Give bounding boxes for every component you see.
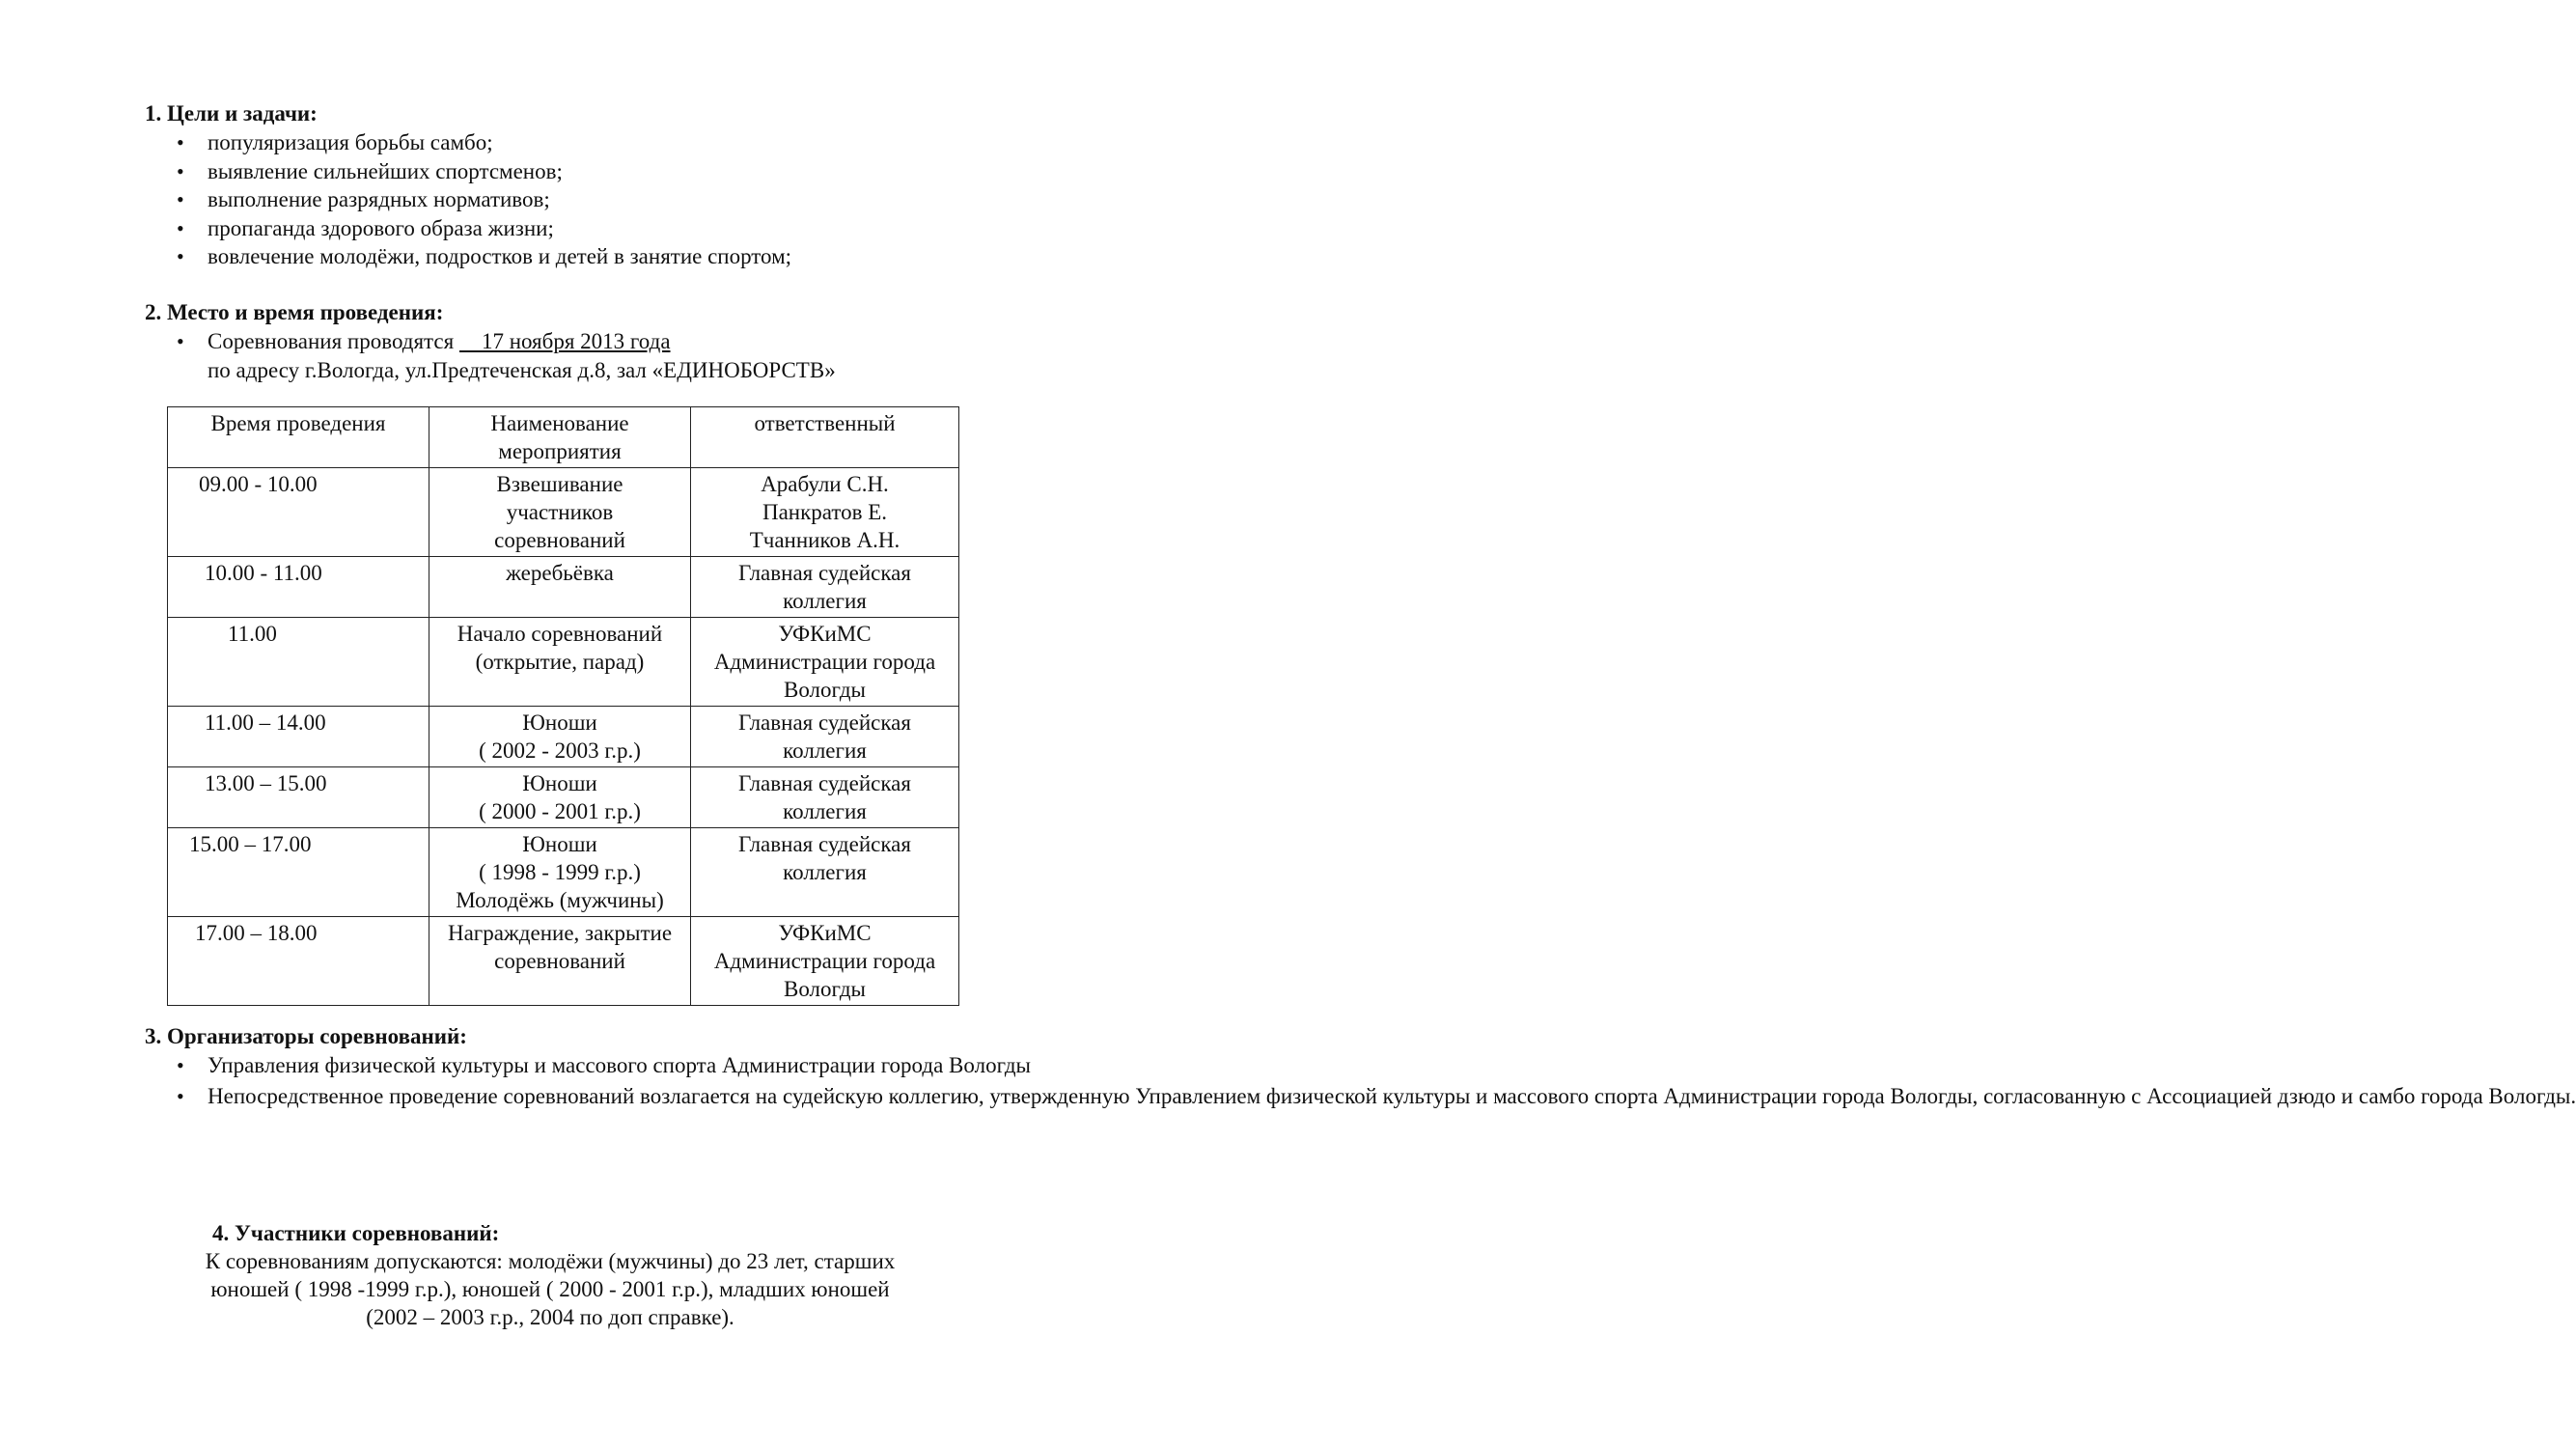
goals-list xyxy=(177,128,791,271)
event-date: 17 ноября 2013 года xyxy=(458,329,671,353)
row-event: Взвешивание участников соревнований xyxy=(429,468,691,557)
row-responsible: УФКиМС Администрации города Вологды xyxy=(691,917,959,1006)
header-responsible: ответственный xyxy=(691,407,959,468)
row-event: Юноши ( 1998 - 1999 г.р.) Молодёжь (мужчины) xyxy=(429,828,691,917)
table-header-row xyxy=(168,407,959,468)
row-time: 11.00 – 14.00 xyxy=(205,710,326,735)
row-event: жеребьёвка xyxy=(429,557,691,618)
table-row xyxy=(168,557,959,618)
table-row xyxy=(168,917,959,1006)
row-time: 15.00 – 17.00 xyxy=(189,832,312,856)
row-responsible: УФКиМС Администрации города Вологды xyxy=(691,618,959,707)
table-row xyxy=(168,468,959,557)
venue-address: по адресу г.Вологда, ул.Предтеченская д.8, зал «ЕДИНОБОРСТВ» xyxy=(208,357,836,382)
row-responsible: Главная судейская коллегия xyxy=(691,767,959,828)
header-time: Время проведения xyxy=(168,407,429,468)
row-time: 10.00 - 11.00 xyxy=(205,561,322,585)
section-2-title: 2. Место и время проведения: xyxy=(145,300,444,324)
section-3-title: 3. Организаторы соревнований: xyxy=(145,1024,467,1048)
row-responsible: Главная судейская коллегия xyxy=(691,557,959,618)
row-time: 11.00 xyxy=(228,622,277,646)
row-time: 09.00 - 10.00 xyxy=(199,472,318,496)
venue-prefix: Соревнования проводятся xyxy=(208,329,459,353)
organizer-item: • Управления физической культуры и массового спорта Администрации города Вологды xyxy=(177,1051,2576,1080)
row-event: Юноши ( 2002 - 2003 г.р.) xyxy=(429,707,691,767)
row-event: Награждение, закрытие соревнований xyxy=(429,917,691,1006)
row-event: Юноши ( 2000 - 2001 г.р.) xyxy=(429,767,691,828)
row-responsible: Главная судейская коллегия xyxy=(691,828,959,917)
venue-item xyxy=(177,327,836,384)
row-event: Начало соревнований (открытие, парад) xyxy=(429,618,691,707)
table-row xyxy=(168,767,959,828)
section-4-title: 4. Участники соревнований: xyxy=(212,1221,500,1245)
goal-item: • популяризация борьбы самбо; xyxy=(177,128,791,157)
schedule-table xyxy=(167,406,959,1006)
header-event: Наименование мероприятия xyxy=(429,407,691,468)
row-time: 13.00 – 15.00 xyxy=(205,771,327,795)
organizer-item: • Непосредственное проведение соревнований возлагается на судейскую коллегию, утвержденную Управлением физической культуры и массового спорта Администрации города Вологды, согласованную с Ассоциацией дзюдо и самбо города Вологды. xyxy=(177,1082,2576,1111)
venue-list xyxy=(177,327,836,384)
row-responsible: Главная судейская коллегия xyxy=(691,707,959,767)
row-time: 17.00 – 18.00 xyxy=(195,921,318,945)
goal-item: • вовлечение молодёжи, подростков и детей в занятие спортом; xyxy=(177,242,791,271)
table-row xyxy=(168,828,959,917)
table-row xyxy=(168,618,959,707)
section-1-title: 1. Цели и задачи: xyxy=(145,101,318,125)
organizers-list xyxy=(177,1051,2576,1110)
goal-item: • выявление сильнейших спортсменов; xyxy=(177,157,791,186)
goal-item: • выполнение разрядных нормативов; xyxy=(177,185,791,214)
participants-text: К соревнованиям допускаются: молодёжи (мужчины) до 23 лет, старших юношей ( 1998 -1999 г.р.), юношей ( 2000 - 2001 г.р.), младших юношей (2002 – 2003 г.р., 2004 по доп справке). xyxy=(205,1249,896,1329)
goal-item: • пропаганда здорового образа жизни; xyxy=(177,214,791,243)
table-row xyxy=(168,707,959,767)
row-responsible: Арабули С.Н. Панкратов Е. Тчанников А.Н. xyxy=(691,468,959,557)
